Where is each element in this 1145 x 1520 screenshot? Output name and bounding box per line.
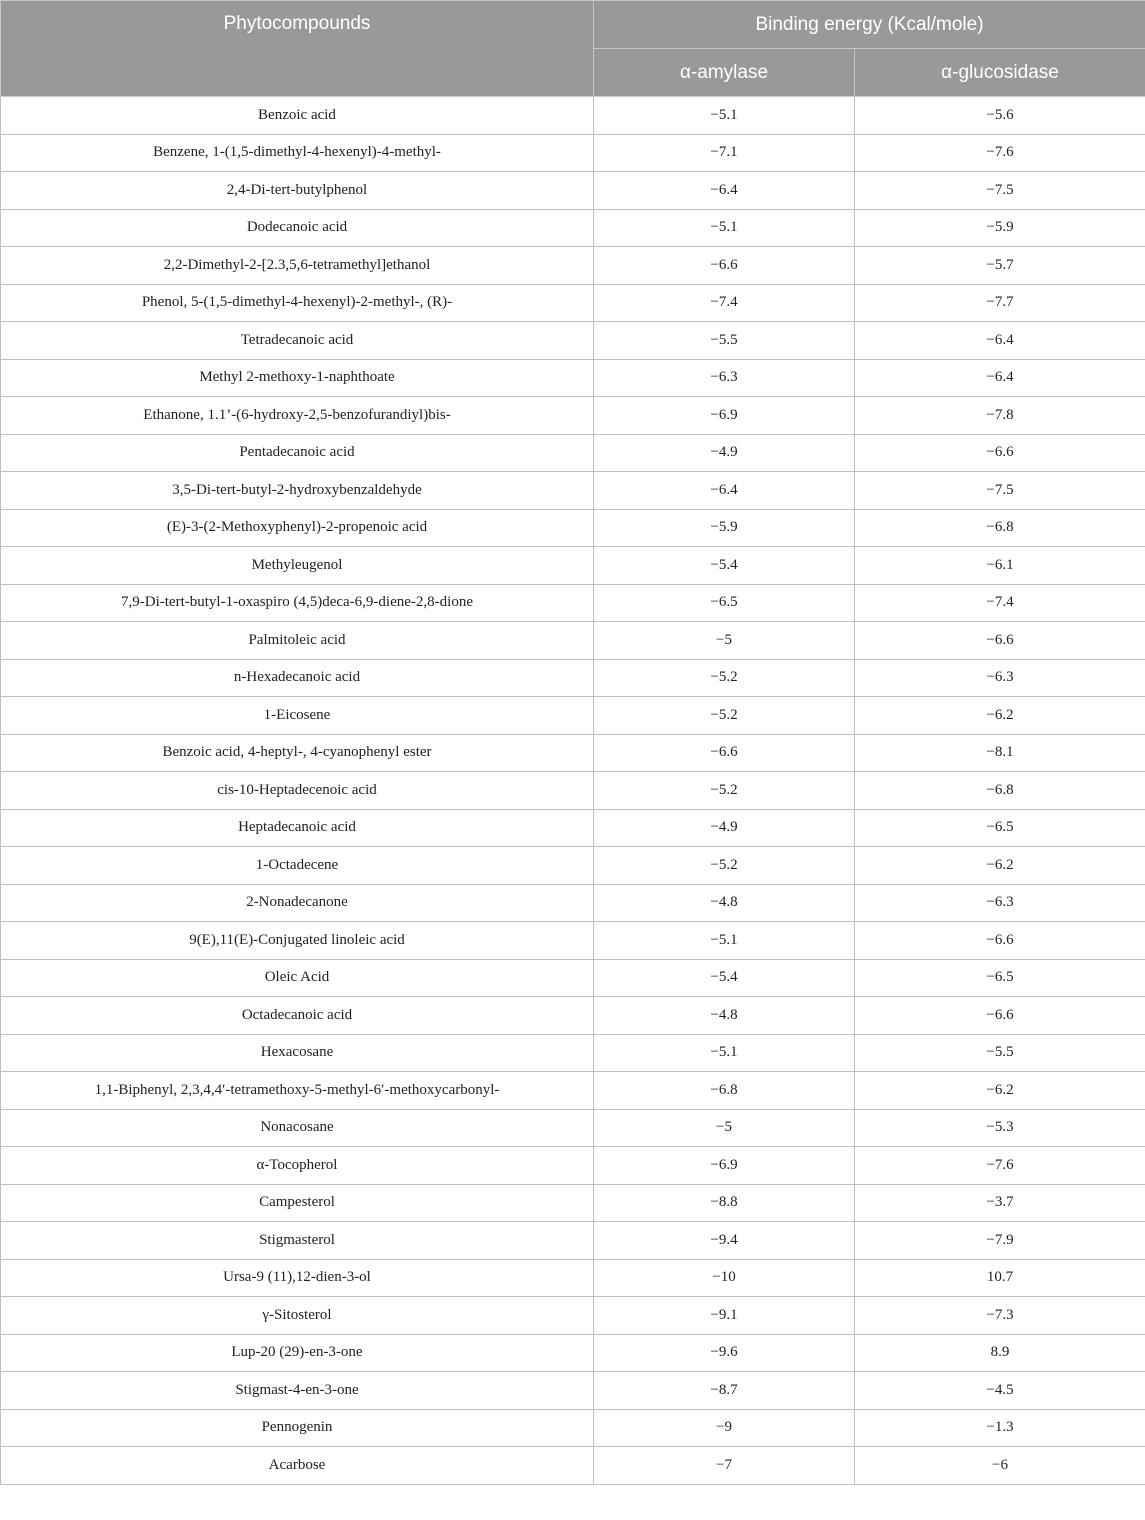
header-row-primary <box>1 1 1145 49</box>
compound-cell: Ursa-9 (11),12-dien-3-ol <box>1 1259 594 1297</box>
alpha-amylase-value-cell: −9.4 <box>594 1222 855 1260</box>
compound-cell: Acarbose <box>1 1447 594 1485</box>
alpha-glucosidase-value-cell: −1.3 <box>855 1409 1145 1447</box>
alpha-glucosidase-value-cell: −6.8 <box>855 772 1145 810</box>
alpha-glucosidase-value-cell: −6.6 <box>855 922 1145 960</box>
alpha-glucosidase-value-cell: −6.2 <box>855 1072 1145 1110</box>
alpha-glucosidase-value-cell: −4.5 <box>855 1372 1145 1410</box>
compound-cell: Phenol, 5-(1,5-dimethyl-4-hexenyl)-2-methyl-, (R)- <box>1 284 594 322</box>
alpha-amylase-value-cell: −9 <box>594 1409 855 1447</box>
alpha-amylase-value-cell: −5.4 <box>594 547 855 585</box>
compound-cell: Stigmast-4-en-3-one <box>1 1372 594 1410</box>
alpha-glucosidase-value-cell: 10.7 <box>855 1259 1145 1297</box>
compound-cell: Oleic Acid <box>1 959 594 997</box>
alpha-glucosidase-value-cell: −6.4 <box>855 359 1145 397</box>
table-row <box>1 397 1145 435</box>
table-row <box>1 734 1145 772</box>
alpha-glucosidase-value-cell: −7.3 <box>855 1297 1145 1335</box>
alpha-amylase-value-cell: −7.1 <box>594 134 855 172</box>
alpha-amylase-value-cell: −9.6 <box>594 1334 855 1372</box>
compound-cell: 7,9-Di-tert-butyl-1-oxaspiro (4,5)deca-6,9-diene-2,8-dione <box>1 584 594 622</box>
alpha-amylase-value-cell: −5.1 <box>594 97 855 135</box>
alpha-amylase-value-cell: −5 <box>594 622 855 660</box>
alpha-amylase-value-cell: −6.4 <box>594 172 855 210</box>
alpha-glucosidase-value-cell: −7.4 <box>855 584 1145 622</box>
table-row <box>1 1034 1145 1072</box>
table-row <box>1 584 1145 622</box>
compound-cell: 1,1-Biphenyl, 2,3,4,4′-tetramethoxy-5-methyl-6′-methoxycarbonyl- <box>1 1072 594 1110</box>
alpha-glucosidase-value-cell: −6.4 <box>855 322 1145 360</box>
table-row <box>1 922 1145 960</box>
alpha-amylase-value-cell: −7 <box>594 1447 855 1485</box>
alpha-glucosidase-value-cell: −7.5 <box>855 472 1145 510</box>
alpha-glucosidase-value-cell: −6.5 <box>855 809 1145 847</box>
table-row <box>1 1334 1145 1372</box>
alpha-glucosidase-value-cell: −7.5 <box>855 172 1145 210</box>
alpha-glucosidase-value-cell: −5.3 <box>855 1109 1145 1147</box>
table-row <box>1 659 1145 697</box>
alpha-glucosidase-header: α-glucosidase <box>855 49 1145 97</box>
table-row <box>1 1297 1145 1335</box>
table-row <box>1 172 1145 210</box>
table-row <box>1 809 1145 847</box>
alpha-amylase-value-cell: −6.6 <box>594 734 855 772</box>
table-body <box>1 97 1145 1485</box>
table-row <box>1 847 1145 885</box>
compound-cell: 2,4-Di-tert-butylphenol <box>1 172 594 210</box>
compound-cell: Stigmasterol <box>1 1222 594 1260</box>
table-row <box>1 284 1145 322</box>
alpha-amylase-value-cell: −4.8 <box>594 884 855 922</box>
table-row <box>1 359 1145 397</box>
compound-cell: Pentadecanoic acid <box>1 434 594 472</box>
table-row <box>1 509 1145 547</box>
compound-cell: Nonacosane <box>1 1109 594 1147</box>
table-row <box>1 1072 1145 1110</box>
alpha-amylase-value-cell: −10 <box>594 1259 855 1297</box>
compound-cell: 1-Octadecene <box>1 847 594 885</box>
alpha-amylase-value-cell: −6.8 <box>594 1072 855 1110</box>
table-row <box>1 1372 1145 1410</box>
alpha-amylase-value-cell: −4.8 <box>594 997 855 1035</box>
table-row <box>1 622 1145 660</box>
alpha-amylase-value-cell: −6.3 <box>594 359 855 397</box>
table-row <box>1 772 1145 810</box>
compound-cell: Heptadecanoic acid <box>1 809 594 847</box>
compound-cell: Benzene, 1-(1,5-dimethyl-4-hexenyl)-4-methyl- <box>1 134 594 172</box>
compound-cell: Palmitoleic acid <box>1 622 594 660</box>
alpha-amylase-value-cell: −5.9 <box>594 509 855 547</box>
alpha-amylase-value-cell: −4.9 <box>594 434 855 472</box>
alpha-glucosidase-value-cell: −6.3 <box>855 659 1145 697</box>
alpha-glucosidase-value-cell: −7.7 <box>855 284 1145 322</box>
compound-cell: 3,5-Di-tert-butyl-2-hydroxybenzaldehyde <box>1 472 594 510</box>
table-header <box>1 1 1145 97</box>
compound-cell: α-Tocopherol <box>1 1147 594 1185</box>
alpha-glucosidase-value-cell: 8.9 <box>855 1334 1145 1372</box>
compound-cell: Tetradecanoic acid <box>1 322 594 360</box>
phytocompounds-header: Phytocompounds <box>1 1 594 97</box>
compound-cell: Dodecanoic acid <box>1 209 594 247</box>
alpha-glucosidase-value-cell: −6.2 <box>855 847 1145 885</box>
alpha-amylase-value-cell: −5 <box>594 1109 855 1147</box>
table-row <box>1 434 1145 472</box>
compound-cell: Methyl 2-methoxy-1-naphthoate <box>1 359 594 397</box>
compound-cell: Benzoic acid <box>1 97 594 135</box>
alpha-amylase-value-cell: −5.5 <box>594 322 855 360</box>
compound-cell: 2,2-Dimethyl-2-[2.3,5,6-tetramethyl]ethanol <box>1 247 594 285</box>
table-row <box>1 997 1145 1035</box>
alpha-glucosidase-value-cell: −6.6 <box>855 997 1145 1035</box>
compound-cell: Octadecanoic acid <box>1 997 594 1035</box>
alpha-glucosidase-value-cell: −6.5 <box>855 959 1145 997</box>
compound-cell: 9(E),11(E)-Conjugated linoleic acid <box>1 922 594 960</box>
alpha-amylase-value-cell: −5.2 <box>594 847 855 885</box>
compound-cell: Hexacosane <box>1 1034 594 1072</box>
table-row <box>1 1409 1145 1447</box>
alpha-amylase-value-cell: −8.8 <box>594 1184 855 1222</box>
binding-energy-header: Binding energy (Kcal/mole) <box>594 1 1145 49</box>
alpha-amylase-value-cell: −6.9 <box>594 397 855 435</box>
alpha-glucosidase-value-cell: −5.5 <box>855 1034 1145 1072</box>
alpha-amylase-value-cell: −5.2 <box>594 772 855 810</box>
alpha-amylase-value-cell: −6.6 <box>594 247 855 285</box>
alpha-amylase-header: α-amylase <box>594 49 855 97</box>
alpha-glucosidase-value-cell: −7.6 <box>855 1147 1145 1185</box>
alpha-amylase-value-cell: −5.1 <box>594 1034 855 1072</box>
alpha-glucosidase-value-cell: −3.7 <box>855 1184 1145 1222</box>
alpha-glucosidase-value-cell: −7.6 <box>855 134 1145 172</box>
alpha-glucosidase-value-cell: −6.6 <box>855 434 1145 472</box>
compound-cell: Methyleugenol <box>1 547 594 585</box>
alpha-glucosidase-value-cell: −6.8 <box>855 509 1145 547</box>
alpha-amylase-value-cell: −9.1 <box>594 1297 855 1335</box>
alpha-glucosidase-value-cell: −6.3 <box>855 884 1145 922</box>
alpha-glucosidase-value-cell: −5.9 <box>855 209 1145 247</box>
alpha-amylase-value-cell: −6.4 <box>594 472 855 510</box>
compound-cell: Benzoic acid, 4-heptyl-, 4-cyanophenyl ester <box>1 734 594 772</box>
compound-cell: cis-10-Heptadecenoic acid <box>1 772 594 810</box>
alpha-amylase-value-cell: −6.9 <box>594 1147 855 1185</box>
table-row <box>1 697 1145 735</box>
table-row <box>1 1109 1145 1147</box>
alpha-glucosidase-value-cell: −8.1 <box>855 734 1145 772</box>
alpha-amylase-value-cell: −5.1 <box>594 922 855 960</box>
compound-cell: 2-Nonadecanone <box>1 884 594 922</box>
compound-cell: (E)-3-(2-Methoxyphenyl)-2-propenoic acid <box>1 509 594 547</box>
alpha-amylase-value-cell: −5.1 <box>594 209 855 247</box>
alpha-glucosidase-value-cell: −7.9 <box>855 1222 1145 1260</box>
alpha-glucosidase-value-cell: −6.2 <box>855 697 1145 735</box>
alpha-glucosidase-value-cell: −6.6 <box>855 622 1145 660</box>
table-row <box>1 547 1145 585</box>
compound-cell: n-Hexadecanoic acid <box>1 659 594 697</box>
table-row <box>1 1184 1145 1222</box>
table-row <box>1 959 1145 997</box>
alpha-glucosidase-value-cell: −5.7 <box>855 247 1145 285</box>
table-row <box>1 884 1145 922</box>
table-row <box>1 247 1145 285</box>
table-row <box>1 134 1145 172</box>
table-row <box>1 1259 1145 1297</box>
table-row <box>1 1222 1145 1260</box>
table-row <box>1 1147 1145 1185</box>
compound-cell: Pennogenin <box>1 1409 594 1447</box>
alpha-amylase-value-cell: −7.4 <box>594 284 855 322</box>
alpha-amylase-value-cell: −4.9 <box>594 809 855 847</box>
compound-cell: Lup-20 (29)-en-3-one <box>1 1334 594 1372</box>
alpha-glucosidase-value-cell: −6.1 <box>855 547 1145 585</box>
compound-cell: Campesterol <box>1 1184 594 1222</box>
compound-cell: 1-Eicosene <box>1 697 594 735</box>
compound-cell: Ethanone, 1.1’-(6-hydroxy-2,5-benzofurandiyl)bis- <box>1 397 594 435</box>
alpha-glucosidase-value-cell: −7.8 <box>855 397 1145 435</box>
table-row <box>1 472 1145 510</box>
table-row <box>1 322 1145 360</box>
alpha-glucosidase-value-cell: −5.6 <box>855 97 1145 135</box>
table-row <box>1 1447 1145 1485</box>
alpha-glucosidase-value-cell: −6 <box>855 1447 1145 1485</box>
alpha-amylase-value-cell: −5.2 <box>594 697 855 735</box>
compound-cell: γ-Sitosterol <box>1 1297 594 1335</box>
table-row <box>1 209 1145 247</box>
alpha-amylase-value-cell: −5.4 <box>594 959 855 997</box>
alpha-amylase-value-cell: −6.5 <box>594 584 855 622</box>
table-row <box>1 97 1145 135</box>
alpha-amylase-value-cell: −8.7 <box>594 1372 855 1410</box>
alpha-amylase-value-cell: −5.2 <box>594 659 855 697</box>
